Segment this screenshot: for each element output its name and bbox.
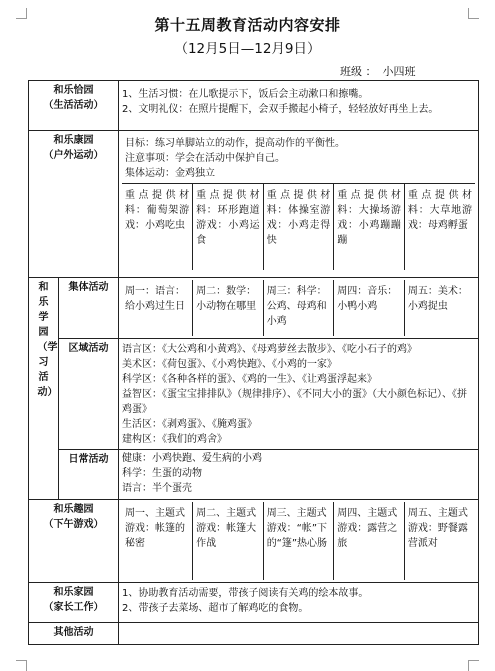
life-label: 和乐恰园 （生活活动） xyxy=(29,81,119,131)
life-item: 2、文明礼仪：在照片提醒下，会双手搬起小椅子，轻轻放好再坐上去。 xyxy=(122,104,439,115)
home-row xyxy=(29,583,479,623)
home-item: 1、协助教育活动需要，带孩子阅读有关鸡的绘本故事。 xyxy=(122,588,369,599)
page-corner-mark xyxy=(468,660,479,671)
collective-label: 集体活动 xyxy=(59,278,119,339)
daily-label: 日常活动 xyxy=(59,450,119,500)
daily-item: 语言：半个蛋壳 xyxy=(122,483,192,494)
class-line xyxy=(340,63,416,79)
daily-item: 科学：生蛋的动物 xyxy=(122,468,202,479)
outdoor-cell: 重点提供材料：大草地游戏：母鸡孵蛋 xyxy=(404,184,475,270)
home-item: 2、带孩子去菜场、超市了解鸡吃的食物。 xyxy=(122,603,309,614)
area-label: 区域活动 xyxy=(59,339,119,450)
outdoor-cell: 重点提供材料：环形跑道游戏：小鸡运食 xyxy=(193,184,264,270)
area-item: 语言区：《大公鸡和小黄鸡》、《母鸡萝丝去散步》、《吃小石子的鸡》 xyxy=(122,344,417,355)
other-label: 其他活动 xyxy=(29,623,119,645)
learning-daily-row xyxy=(29,450,479,500)
fun-cell: 周一、主题式游戏：帐篷的秘密 xyxy=(125,508,185,549)
learning-collective-row xyxy=(29,278,479,339)
collective-grid xyxy=(122,280,475,336)
home-content xyxy=(119,583,479,623)
daily-item: 健康：小鸡快跑、爱生病的小鸡 xyxy=(122,453,262,464)
collective-content xyxy=(119,278,479,339)
life-content xyxy=(119,81,479,131)
area-item: 建构区：《我们的鸡舍》 xyxy=(122,434,227,445)
fun-label: 和乐趣园 （下午游戏） xyxy=(29,500,119,583)
page-title: 第十五周教育活动内容安排 xyxy=(154,16,341,34)
fun-content xyxy=(119,500,479,583)
other-row xyxy=(29,623,479,645)
date-range: （12月5日—12月9日） xyxy=(174,41,321,57)
area-item: 益智区：《蛋宝宝排排队》（规律排序）、《不同大小的蛋》（大小颜色标记）、《拼鸡蛋》 xyxy=(122,389,467,415)
outdoor-goal: 目标：练习单脚站立的动作，提高动作的平衡性。 xyxy=(125,138,345,149)
collective-cell: 周二：数学：小动物在哪里 xyxy=(193,280,264,336)
class-label: 班级 ： xyxy=(340,65,377,78)
collective-cell: 周一：语言：给小鸡过生日 xyxy=(125,286,185,312)
collective-cell: 周四：音乐：小鸭小鸡 xyxy=(334,280,405,336)
daily-content xyxy=(119,450,479,500)
outdoor-group: 集体运动：金鸡独立 xyxy=(125,168,215,179)
learning-area-row xyxy=(29,339,479,450)
outdoor-content xyxy=(119,131,479,278)
outdoor-cell: 重点提供材料：大操场游戏：小鸡蹦蹦蹦 xyxy=(334,184,405,270)
fun-cell: 周二、主题式游戏：帐篷大作战 xyxy=(193,502,264,580)
fun-cell: 周三、主题式游戏：“帐”下的“篷”热心肠 xyxy=(263,502,334,580)
fun-grid xyxy=(122,502,475,580)
life-item: 1、生活习惯：在儿歌提示下，饭后会主动漱口和擦嘴。 xyxy=(122,89,369,100)
collective-cell: 周三：科学：公鸡、母鸡和小鸡 xyxy=(263,280,334,336)
learning-label: 和乐学园（学习活动） xyxy=(29,278,59,500)
outdoor-row xyxy=(29,131,479,278)
outdoor-cell: 重点提供材料：葡萄架游戏：小鸡吃虫 xyxy=(125,190,190,231)
outdoor-note: 注意事项：学会在活动中保护自己。 xyxy=(125,153,285,164)
other-content xyxy=(119,623,479,645)
fun-cell: 周五、主题式游戏：野餐露营派对 xyxy=(404,502,475,580)
area-content xyxy=(119,339,479,450)
class-name: 小四班 xyxy=(382,65,416,78)
fun-cell: 周四、主题式游戏：露营之旅 xyxy=(334,502,405,580)
outdoor-cell: 重点提供材料：体操室游戏：小鸡走得快 xyxy=(263,184,334,270)
outdoor-label: 和乐康园 （户外运动） xyxy=(29,131,119,278)
collective-cell: 周五：美术：小鸡捉虫 xyxy=(404,280,475,336)
area-item: 美术区：《荷包蛋》、《小鸡快跑》、《小鸡的一家》 xyxy=(122,359,337,370)
page-corner-mark xyxy=(16,660,27,671)
outdoor-grid xyxy=(122,184,475,270)
schedule-table xyxy=(28,80,479,645)
area-item: 科学区：《各种各样的蛋》、《鸡的一生》、《让鸡蛋浮起来》 xyxy=(122,374,377,385)
home-label: 和乐家园 （家长工作） xyxy=(29,583,119,623)
area-item: 生活区：《剥鸡蛋》、《腌鸡蛋》 xyxy=(122,419,257,430)
life-row xyxy=(29,81,479,131)
fun-row xyxy=(29,500,479,583)
